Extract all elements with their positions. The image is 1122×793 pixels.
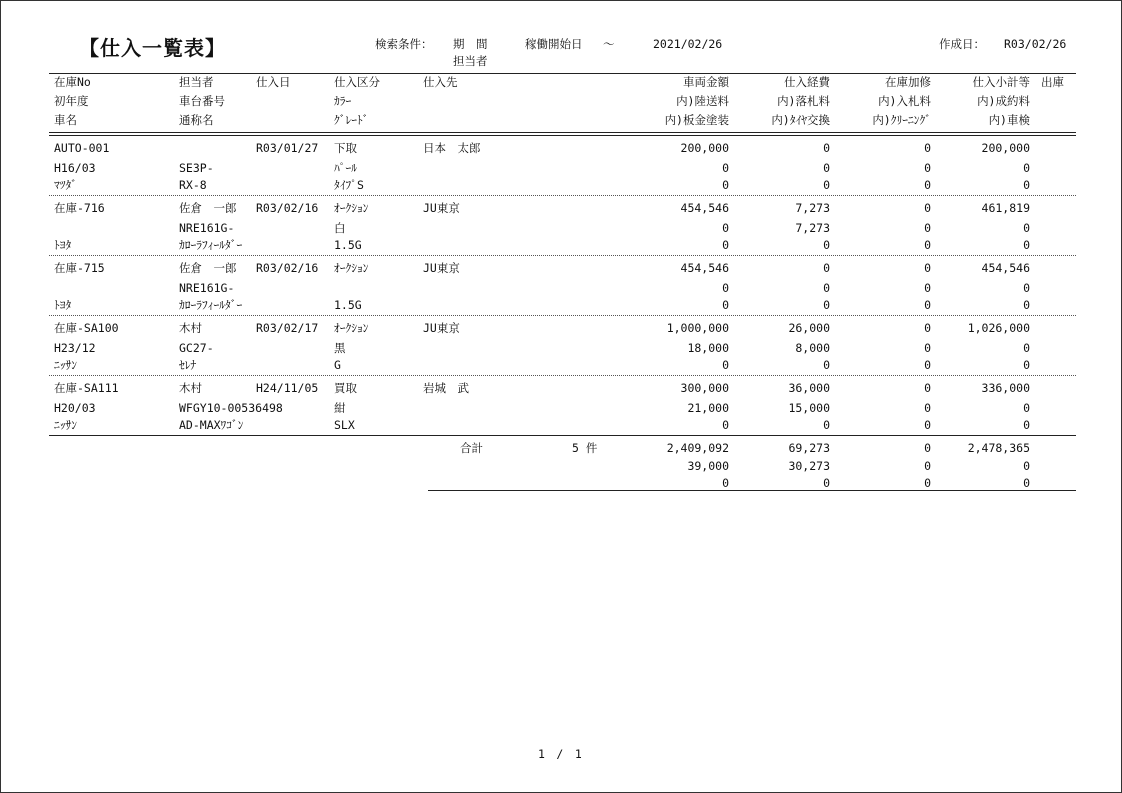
header-bottom-rule [49,132,1076,133]
record-maker: ﾆｯｻﾝ [54,418,77,432]
record-chassis-no: NRE161G- [179,221,235,235]
record-grade: 1.5G [334,238,362,252]
record-chassis-no: SE3P- [179,161,214,175]
record-first-year: H23/12 [54,341,96,355]
record-category: 下取 [334,141,357,155]
record-model: ｶﾛｰﾗﾌｨｰﾙﾀﾞｰ [179,298,243,312]
header-inspection: 内)車検 [988,113,1030,127]
totals-auction-fee: 30,273 [788,459,830,473]
record-first-year: H20/03 [54,401,96,415]
period-field: 稼働開始日 [525,37,583,51]
record-maker: ﾆｯｻﾝ [54,358,77,372]
record-color: 白 [334,221,346,235]
header-car-name: 車名 [54,113,77,127]
record-purchase-date: R03/02/17 [256,321,319,335]
header-first-year: 初年度 [54,94,89,108]
header-bottom-rule-double [49,135,1076,136]
record-purchase-expense-2: 0 [823,358,830,372]
record-supplier: JU東京 [423,201,460,215]
record-purchase-date: R03/02/16 [256,201,319,215]
record-maker: ﾄﾖﾀ [54,238,72,252]
record-vehicle-amount-2: 0 [722,418,729,432]
record-subtotal-2: 0 [1023,298,1030,312]
record-separator [49,435,1076,436]
totals-stock-repair: 0 [924,441,931,455]
record-person: 佐倉 一郎 [179,201,237,215]
record-model: AD-MAXﾜｺﾞﾝ [179,418,244,432]
totals-contract-fee: 0 [1023,459,1030,473]
record-subtotal-0: 336,000 [981,381,1030,395]
header-subtotal: 仕入小計等 [972,75,1030,89]
record-stock-repair-2: 0 [924,358,931,372]
period-date: 2021/02/26 [653,37,723,51]
record-maker: ﾏﾂﾀﾞ [54,178,77,192]
record-stock-no: 在庫-715 [54,261,105,275]
search-condition-label: 検索条件： [375,37,433,51]
record-model: ｾﾚﾅ [179,358,197,372]
header-chassis-no: 車台番号 [179,94,225,108]
record-grade: ﾀｲﾌﾟS [334,178,364,192]
record-supplier: JU東京 [423,321,460,335]
totals-subtotal: 2,478,365 [967,441,1030,455]
record-subtotal-0: 461,819 [981,201,1030,215]
record-grade: SLX [334,418,355,432]
record-purchase-date: H24/11/05 [256,381,319,395]
record-vehicle-amount-2: 0 [722,298,729,312]
record-stock-repair-0: 0 [924,201,931,215]
record-subtotal-1: 0 [1023,341,1030,355]
record-subtotal-2: 0 [1023,418,1030,432]
record-stock-repair-2: 0 [924,238,931,252]
record-vehicle-amount-0: 454,546 [680,261,729,275]
record-stock-repair-1: 0 [924,341,931,355]
record-stock-repair-2: 0 [924,298,931,312]
record-stock-no: 在庫-SA100 [54,321,119,335]
record-chassis-no: GC27- [179,341,214,355]
record-stock-repair-1: 0 [924,221,931,235]
record-model: ｶﾛｰﾗﾌｨｰﾙﾀﾞｰ [179,238,243,252]
totals-cleaning: 0 [924,476,931,490]
totals-bid-fee: 0 [924,459,931,473]
header-purchase-date: 仕入日 [256,75,291,89]
record-vehicle-amount-0: 1,000,000 [666,321,729,335]
record-person: 木村 [179,321,202,335]
header-auction-fee: 内)落札料 [777,94,830,108]
totals-sheet-metal: 0 [722,476,729,490]
record-color: ﾊﾟｰﾙ [334,161,357,175]
record-subtotal-2: 0 [1023,238,1030,252]
record-category: ｵｰｸｼｮﾝ [334,321,369,335]
record-color: 黒 [334,341,346,355]
record-purchase-expense-1: 15,000 [788,401,830,415]
record-stock-repair-1: 0 [924,161,931,175]
record-person: 木村 [179,381,202,395]
header-tire-change: 内)ﾀｲﾔ交換 [771,113,830,127]
header-person: 担当者 [179,75,214,89]
record-purchase-expense-2: 0 [823,178,830,192]
header-purchase-expense: 仕入経費 [784,75,830,89]
record-purchase-expense-0: 7,273 [795,201,830,215]
totals-transport-fee: 39,000 [687,459,729,473]
period-tilde: ～ [603,37,615,51]
totals-inspection: 0 [1023,476,1030,490]
record-subtotal-0: 1,026,000 [967,321,1030,335]
record-stock-repair-0: 0 [924,321,931,335]
record-chassis-no: WFGY10-00536498 [179,401,283,415]
page-number: 1 / 1 [538,747,582,761]
record-vehicle-amount-0: 300,000 [680,381,729,395]
record-stock-repair-0: 0 [924,381,931,395]
record-chassis-no: NRE161G- [179,281,235,295]
header-supplier: 仕入先 [423,75,458,89]
header-vehicle-amount: 車両金額 [683,75,729,89]
record-subtotal-1: 0 [1023,281,1030,295]
record-supplier: 岩城 武 [423,381,469,395]
report-title: 【仕入一覧表】 [79,36,226,60]
record-separator [49,375,1076,376]
totals-label: 合計 [460,441,483,455]
record-purchase-expense-0: 0 [823,261,830,275]
record-color: 紺 [334,401,346,415]
record-stock-repair-1: 0 [924,401,931,415]
record-subtotal-2: 0 [1023,358,1030,372]
header-cleaning: 内)ｸﾘｰﾆﾝｸﾞ [872,113,931,127]
record-purchase-date: R03/01/27 [256,141,319,155]
record-vehicle-amount-0: 454,546 [680,201,729,215]
record-vehicle-amount-2: 0 [722,178,729,192]
totals-vehicle-amount: 2,409,092 [666,441,729,455]
record-stock-repair-2: 0 [924,178,931,192]
record-person: 佐倉 一郎 [179,261,237,275]
totals-tire-change: 0 [823,476,830,490]
record-vehicle-amount-1: 21,000 [687,401,729,415]
record-purchase-expense-2: 0 [823,238,830,252]
header-grade: ｸﾞﾚｰﾄﾞ [334,113,369,127]
record-purchase-expense-0: 36,000 [788,381,830,395]
record-subtotal-1: 0 [1023,401,1030,415]
record-separator [49,255,1076,256]
record-stock-repair-0: 0 [924,261,931,275]
record-stock-repair-1: 0 [924,281,931,295]
header-contract-fee: 内)成約料 [977,94,1030,108]
record-separator [49,315,1076,316]
record-purchase-expense-1: 7,273 [795,221,830,235]
record-purchase-expense-0: 0 [823,141,830,155]
record-subtotal-0: 200,000 [981,141,1030,155]
header-stock-no: 在庫No [54,75,91,89]
record-model: RX-8 [179,178,207,192]
created-date: R03/02/26 [1004,37,1067,51]
record-subtotal-1: 0 [1023,161,1030,175]
totals-bottom-rule [428,490,1076,491]
record-purchase-date: R03/02/16 [256,261,319,275]
record-subtotal-1: 0 [1023,221,1030,235]
record-vehicle-amount-1: 0 [722,221,729,235]
record-stock-no: AUTO-001 [54,141,110,155]
totals-purchase-expense: 69,273 [788,441,830,455]
record-vehicle-amount-1: 0 [722,281,729,295]
header-sheet-metal: 内)板金塗装 [664,113,729,127]
created-label: 作成日： [939,37,985,51]
record-grade: 1.5G [334,298,362,312]
record-first-year: H16/03 [54,161,96,175]
record-subtotal-0: 454,546 [981,261,1030,275]
header-top-rule [49,73,1076,74]
record-category: ｵｰｸｼｮﾝ [334,261,369,275]
header-bid-fee: 内)入札料 [878,94,931,108]
header-model: 通称名 [179,113,214,127]
record-purchase-expense-0: 26,000 [788,321,830,335]
record-vehicle-amount-1: 18,000 [687,341,729,355]
record-vehicle-amount-1: 0 [722,161,729,175]
record-purchase-expense-2: 0 [823,298,830,312]
record-category: 買取 [334,381,357,395]
record-purchase-expense-1: 0 [823,161,830,175]
record-vehicle-amount-2: 0 [722,238,729,252]
record-subtotal-2: 0 [1023,178,1030,192]
record-maker: ﾄﾖﾀ [54,298,72,312]
person-label: 担当者 [453,54,488,68]
record-stock-repair-2: 0 [924,418,931,432]
record-supplier: 日本 太郎 [423,141,481,155]
record-stock-no: 在庫-716 [54,201,105,215]
header-delivery: 出庫 [1041,75,1064,89]
record-grade: G [334,358,341,372]
header-stock-repair: 在庫加修 [885,75,931,89]
totals-count: 5 件 [572,441,598,455]
record-purchase-expense-2: 0 [823,418,830,432]
period-label: 期 間 [453,37,488,51]
record-vehicle-amount-2: 0 [722,358,729,372]
record-stock-no: 在庫-SA111 [54,381,119,395]
record-separator [49,195,1076,196]
record-category: ｵｰｸｼｮﾝ [334,201,369,215]
record-vehicle-amount-0: 200,000 [680,141,729,155]
record-stock-repair-0: 0 [924,141,931,155]
record-supplier: JU東京 [423,261,460,275]
header-category: 仕入区分 [334,75,380,89]
record-purchase-expense-1: 8,000 [795,341,830,355]
record-purchase-expense-1: 0 [823,281,830,295]
header-transport-fee: 内)陸送料 [676,94,729,108]
header-color: ｶﾗｰ [334,94,352,108]
